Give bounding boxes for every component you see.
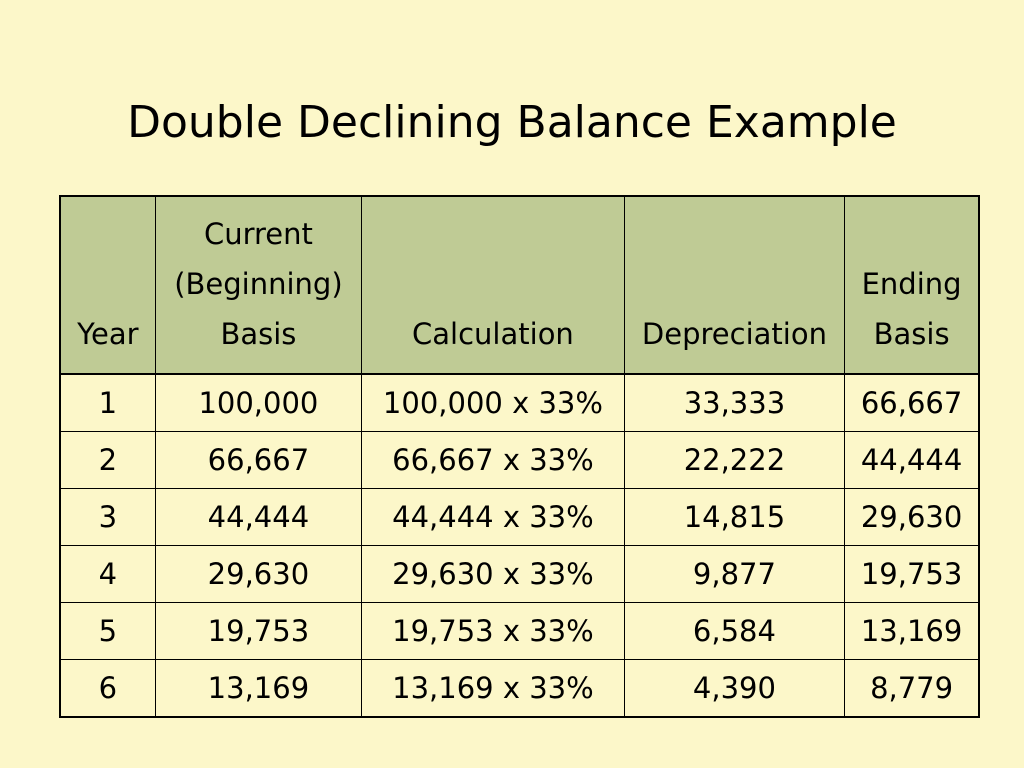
header-calculation-line: Calculation bbox=[412, 317, 574, 351]
header-current-basis-line-3: Basis bbox=[220, 317, 297, 351]
cell-calculation: 44,444 x 33% bbox=[362, 489, 625, 546]
cell-current-basis: 19,753 bbox=[155, 603, 361, 660]
cell-ending-basis: 29,630 bbox=[845, 489, 979, 546]
header-current-basis-line-1: Current bbox=[203, 217, 313, 251]
cell-current-basis: 44,444 bbox=[155, 489, 361, 546]
cell-depreciation: 9,877 bbox=[624, 546, 844, 603]
cell-calculation: 66,667 x 33% bbox=[362, 432, 625, 489]
table-row bbox=[60, 603, 979, 660]
header-depreciation bbox=[624, 196, 844, 374]
cell-depreciation: 4,390 bbox=[624, 660, 844, 718]
cell-year: 4 bbox=[60, 546, 155, 603]
cell-depreciation: 14,815 bbox=[624, 489, 844, 546]
cell-calculation: 29,630 x 33% bbox=[362, 546, 625, 603]
table-row bbox=[60, 432, 979, 489]
table-row bbox=[60, 660, 979, 718]
cell-year: 2 bbox=[60, 432, 155, 489]
cell-current-basis: 100,000 bbox=[155, 374, 361, 432]
table-header-row bbox=[60, 196, 979, 374]
cell-year: 6 bbox=[60, 660, 155, 718]
header-ending-basis-line-1: Ending bbox=[861, 267, 962, 301]
cell-depreciation: 6,584 bbox=[624, 603, 844, 660]
header-depreciation-line: Depreciation bbox=[641, 317, 827, 351]
cell-current-basis: 66,667 bbox=[155, 432, 361, 489]
cell-ending-basis: 8,779 bbox=[845, 660, 979, 718]
header-current-basis-line-2: (Beginning) bbox=[174, 267, 343, 301]
header-calculation bbox=[362, 196, 625, 374]
cell-ending-basis: 13,169 bbox=[845, 603, 979, 660]
table-row bbox=[60, 374, 979, 432]
cell-depreciation: 33,333 bbox=[624, 374, 844, 432]
cell-current-basis: 13,169 bbox=[155, 660, 361, 718]
table-row bbox=[60, 546, 979, 603]
header-year bbox=[60, 196, 155, 374]
header-ending-basis bbox=[845, 196, 979, 374]
cell-current-basis: 29,630 bbox=[155, 546, 361, 603]
cell-calculation: 19,753 x 33% bbox=[362, 603, 625, 660]
cell-depreciation: 22,222 bbox=[624, 432, 844, 489]
cell-calculation: 100,000 x 33% bbox=[362, 374, 625, 432]
header-ending-basis-line-2: Basis bbox=[873, 317, 950, 351]
header-current-basis bbox=[155, 196, 361, 374]
cell-ending-basis: 19,753 bbox=[845, 546, 979, 603]
page-title: Double Declining Balance Example bbox=[127, 97, 897, 148]
cell-year: 5 bbox=[60, 603, 155, 660]
cell-calculation: 13,169 x 33% bbox=[362, 660, 625, 718]
table-row bbox=[60, 489, 979, 546]
cell-ending-basis: 44,444 bbox=[845, 432, 979, 489]
depreciation-table bbox=[59, 195, 980, 718]
cell-ending-basis: 66,667 bbox=[845, 374, 979, 432]
cell-year: 1 bbox=[60, 374, 155, 432]
cell-year: 3 bbox=[60, 489, 155, 546]
header-year-line: Year bbox=[77, 317, 139, 351]
